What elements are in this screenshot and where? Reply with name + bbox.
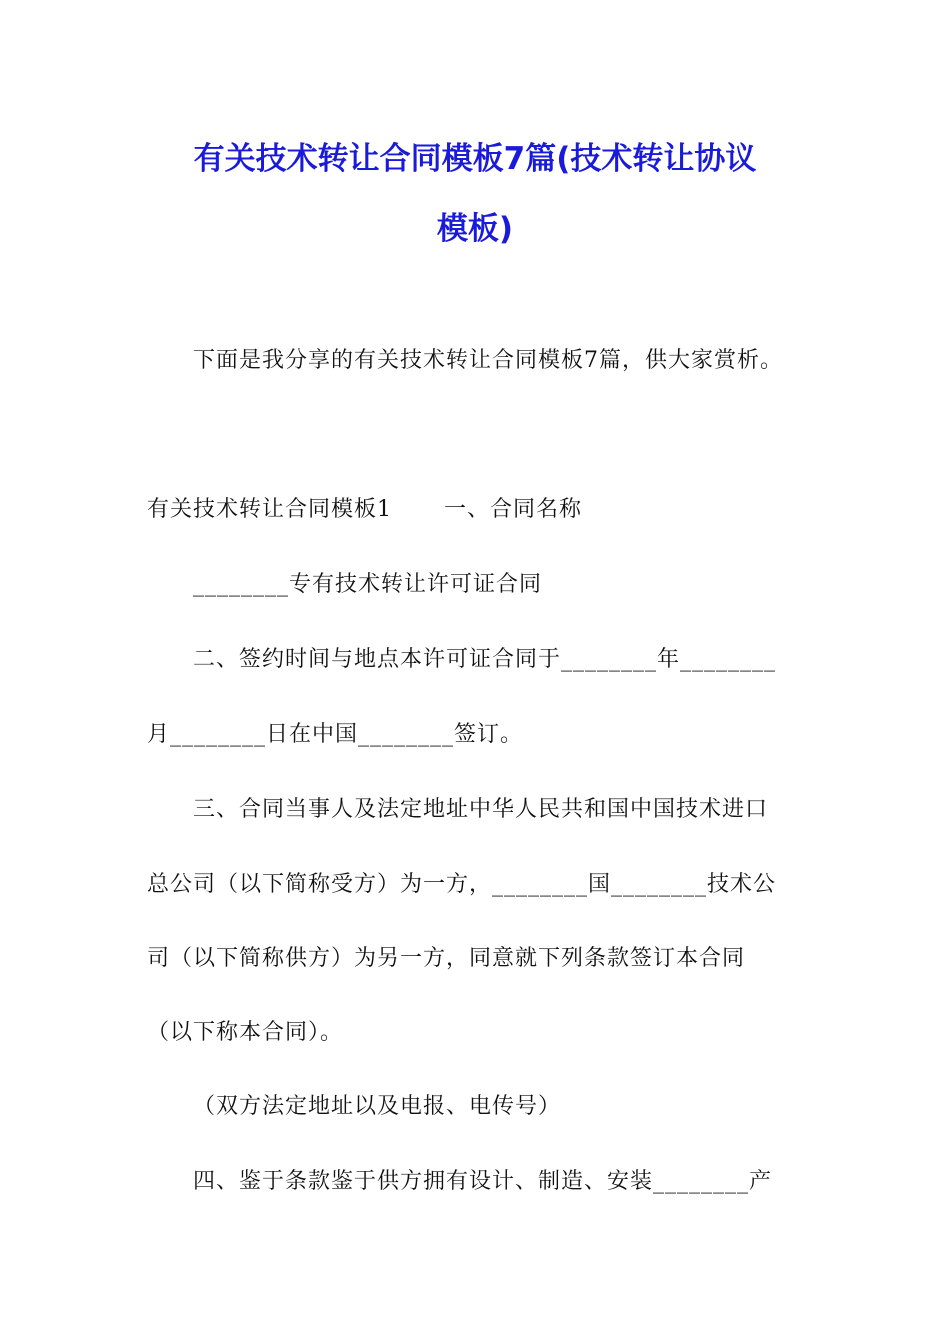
clause-1-heading: 一、合同名称 xyxy=(444,497,583,522)
paragraph-line: （以下称本合同）。 xyxy=(147,1020,344,1045)
paragraph-line: 四、鉴于条款鉴于供方拥有设计、制造、安装________产 xyxy=(193,1169,773,1194)
paragraph-line: 司（以下简称供方）为另一方，同意就下列条款签订本合同 xyxy=(147,946,746,971)
paragraph-line: ________专有技术转让许可证合同 xyxy=(193,572,543,597)
paragraph-line: 总公司（以下简称受方）为一方，________国________技术公 xyxy=(147,872,777,897)
paragraph-line: 三、合同当事人及法定地址中华人民共和国中国技术进口 xyxy=(193,797,769,822)
document-title-line-1: 有关技术转让合同模板7篇(技术转让协议 xyxy=(193,141,757,177)
section-heading: 有关技术转让合同模板1 xyxy=(147,497,392,522)
document-title-line-2: 模板) xyxy=(436,211,514,247)
intro-paragraph: 下面是我分享的有关技术转让合同模板7篇，供大家赏析。 xyxy=(193,348,783,373)
section-heading-row xyxy=(147,495,807,525)
paragraph-line: 月________日在中国________签订。 xyxy=(147,722,524,747)
paragraph-line: （双方法定地址以及电报、电传号） xyxy=(193,1094,562,1119)
paragraph-line: 二、签约时间与地点本许可证合同于________年________ xyxy=(193,647,777,672)
